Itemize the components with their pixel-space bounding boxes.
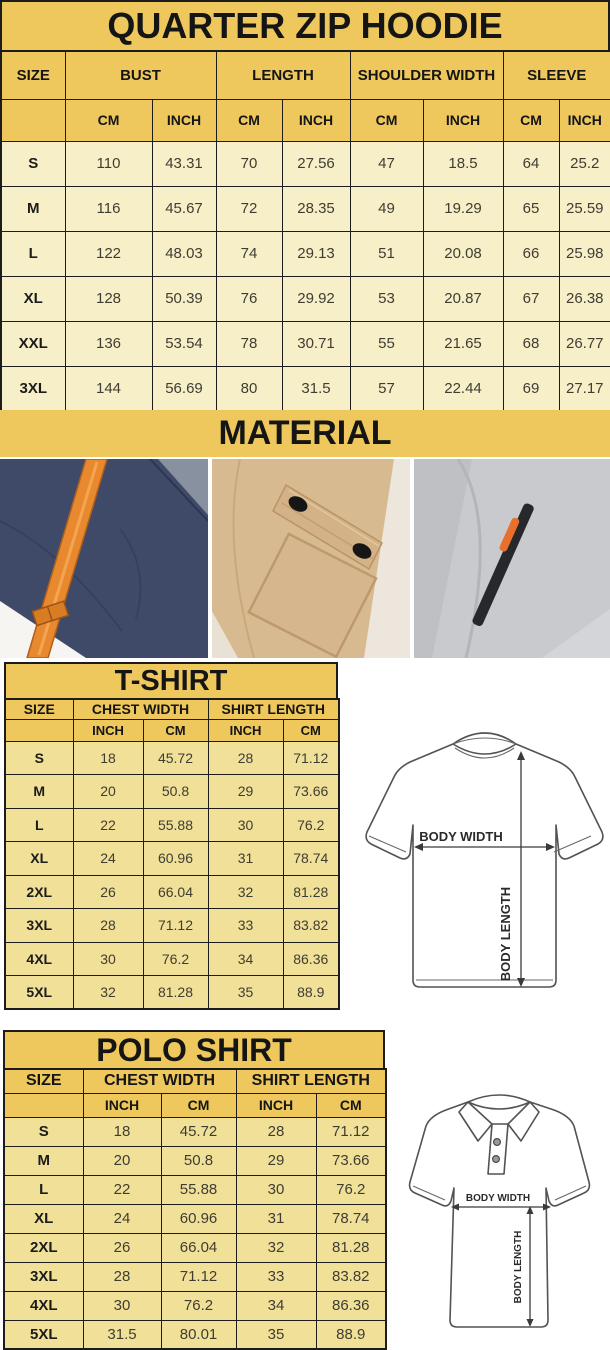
value-cell: 73.66 (316, 1146, 386, 1175)
value-cell: 68 (503, 321, 559, 366)
unit-header: INCH (73, 719, 143, 741)
polo-size-table (3, 1068, 387, 1350)
value-cell: 45.67 (152, 186, 216, 231)
value-cell: 83.82 (283, 909, 339, 943)
col-header-bust: BUST (65, 51, 216, 99)
unit-header: INCH (152, 99, 216, 141)
value-cell: 33 (208, 909, 283, 943)
col-header-chest-width: CHEST WIDTH (83, 1069, 236, 1093)
size-cell: XXL (1, 321, 65, 366)
polo-measurement-diagram (398, 1062, 608, 1348)
value-cell: 26 (73, 875, 143, 909)
value-cell: 55.88 (143, 808, 208, 842)
value-cell: 49 (350, 186, 423, 231)
value-cell: 33 (236, 1262, 316, 1291)
value-cell: 55 (350, 321, 423, 366)
unit-header: CM (216, 99, 282, 141)
polo-title: POLO SHIRT (3, 1030, 385, 1068)
size-cell: 5XL (5, 976, 73, 1010)
value-cell: 81.28 (283, 875, 339, 909)
col-header-sleeve: SLEEVE (503, 51, 610, 99)
value-cell: 72 (216, 186, 282, 231)
value-cell: 47 (350, 141, 423, 186)
size-cell: XL (5, 842, 73, 876)
table-row (1, 186, 610, 231)
table-row (4, 1233, 386, 1262)
material-title: MATERIAL (0, 410, 610, 457)
value-cell: 35 (208, 976, 283, 1010)
table-row (4, 1117, 386, 1146)
col-header-size: SIZE (4, 1069, 83, 1093)
table-row (5, 808, 339, 842)
value-cell: 29 (236, 1146, 316, 1175)
empty-cell (1, 99, 65, 141)
value-cell: 48.03 (152, 231, 216, 276)
value-cell: 26.77 (559, 321, 610, 366)
tshirt-size-rows (5, 741, 339, 1009)
value-cell: 25.59 (559, 186, 610, 231)
unit-header: CM (503, 99, 559, 141)
value-cell: 31 (236, 1204, 316, 1233)
value-cell: 30 (236, 1175, 316, 1204)
value-cell: 20 (73, 775, 143, 809)
value-cell: 21.65 (423, 321, 503, 366)
material-photo-khaki-pocket (212, 459, 410, 658)
value-cell: 74 (216, 231, 282, 276)
size-cell: L (5, 808, 73, 842)
unit-header: CM (283, 719, 339, 741)
value-cell: 83.82 (316, 1262, 386, 1291)
unit-header: CM (143, 719, 208, 741)
col-header-length: LENGTH (216, 51, 350, 99)
size-cell: XL (1, 276, 65, 321)
value-cell: 71.12 (316, 1117, 386, 1146)
value-cell: 71.12 (283, 741, 339, 775)
value-cell: 78.74 (316, 1204, 386, 1233)
col-header-size: SIZE (5, 699, 73, 719)
table-row (5, 842, 339, 876)
value-cell: 27.56 (282, 141, 350, 186)
unit-header: CM (65, 99, 152, 141)
size-cell: M (4, 1146, 83, 1175)
value-cell: 28 (73, 909, 143, 943)
value-cell: 31.5 (282, 366, 350, 411)
col-header-chest-width: CHEST WIDTH (73, 699, 208, 719)
size-cell: 3XL (4, 1262, 83, 1291)
unit-header: INCH (282, 99, 350, 141)
table-row (5, 775, 339, 809)
value-cell: 26 (83, 1233, 161, 1262)
table-row (4, 1320, 386, 1349)
value-cell: 50.8 (161, 1146, 236, 1175)
value-cell: 64 (503, 141, 559, 186)
value-cell: 86.36 (316, 1291, 386, 1320)
value-cell: 56.69 (152, 366, 216, 411)
table-row (5, 875, 339, 909)
empty-cell (5, 719, 73, 741)
value-cell: 32 (236, 1233, 316, 1262)
value-cell: 86.36 (283, 942, 339, 976)
value-cell: 22.44 (423, 366, 503, 411)
value-cell: 53.54 (152, 321, 216, 366)
table-row (1, 141, 610, 186)
size-cell: S (4, 1117, 83, 1146)
body-width-label: BODY WIDTH (465, 1193, 531, 1204)
tshirt-header-units (5, 719, 339, 741)
value-cell: 18 (83, 1117, 161, 1146)
value-cell: 71.12 (161, 1262, 236, 1291)
size-cell: 2XL (4, 1233, 83, 1262)
polo-size-section (3, 1030, 385, 1350)
value-cell: 30.71 (282, 321, 350, 366)
value-cell: 29 (208, 775, 283, 809)
value-cell: 76.2 (283, 808, 339, 842)
value-cell: 28.35 (282, 186, 350, 231)
unit-header: INCH (208, 719, 283, 741)
size-cell: 5XL (4, 1320, 83, 1349)
size-cell: S (1, 141, 65, 186)
value-cell: 24 (83, 1204, 161, 1233)
value-cell: 50.39 (152, 276, 216, 321)
unit-header: INCH (236, 1093, 316, 1117)
value-cell: 66 (503, 231, 559, 276)
size-cell: XL (4, 1204, 83, 1233)
value-cell: 19.29 (423, 186, 503, 231)
tshirt-header-groups (5, 699, 339, 719)
value-cell: 35 (236, 1320, 316, 1349)
value-cell: 28 (83, 1262, 161, 1291)
value-cell: 69 (503, 366, 559, 411)
hoodie-header-groups (1, 51, 610, 99)
size-cell: M (1, 186, 65, 231)
unit-header: INCH (559, 99, 610, 141)
size-cell: M (5, 775, 73, 809)
value-cell: 20.08 (423, 231, 503, 276)
value-cell: 28 (236, 1117, 316, 1146)
value-cell: 45.72 (161, 1117, 236, 1146)
value-cell: 88.9 (316, 1320, 386, 1349)
value-cell: 78.74 (283, 842, 339, 876)
hoodie-size-rows (1, 141, 610, 411)
value-cell: 25.2 (559, 141, 610, 186)
material-photo-navy-drawstring (0, 459, 208, 658)
unit-header: INCH (423, 99, 503, 141)
value-cell: 88.9 (283, 976, 339, 1010)
hoodie-title: QUARTER ZIP HOODIE (0, 0, 610, 50)
material-photo-strip (0, 457, 610, 658)
value-cell: 110 (65, 141, 152, 186)
polo-header-groups (4, 1069, 386, 1093)
table-row (1, 321, 610, 366)
hoodie-size-table (0, 50, 610, 412)
table-row (4, 1204, 386, 1233)
size-cell: 3XL (1, 366, 65, 411)
size-cell: 4XL (4, 1291, 83, 1320)
value-cell: 32 (73, 976, 143, 1010)
value-cell: 80.01 (161, 1320, 236, 1349)
table-row (5, 909, 339, 943)
table-row (4, 1262, 386, 1291)
size-cell: S (5, 741, 73, 775)
tshirt-size-table (4, 698, 340, 1010)
value-cell: 70 (216, 141, 282, 186)
value-cell: 22 (83, 1175, 161, 1204)
value-cell: 71.12 (143, 909, 208, 943)
value-cell: 29.92 (282, 276, 350, 321)
value-cell: 116 (65, 186, 152, 231)
unit-header: CM (161, 1093, 236, 1117)
value-cell: 24 (73, 842, 143, 876)
value-cell: 76.2 (316, 1175, 386, 1204)
value-cell: 73.66 (283, 775, 339, 809)
value-cell: 22 (73, 808, 143, 842)
value-cell: 20.87 (423, 276, 503, 321)
unit-header: CM (350, 99, 423, 141)
value-cell: 18.5 (423, 141, 503, 186)
table-row (5, 942, 339, 976)
value-cell: 25.98 (559, 231, 610, 276)
value-cell: 66.04 (143, 875, 208, 909)
table-row (4, 1291, 386, 1320)
value-cell: 18 (73, 741, 143, 775)
value-cell: 78 (216, 321, 282, 366)
col-header-shirt-length: SHIRT LENGTH (236, 1069, 386, 1093)
table-row (1, 276, 610, 321)
value-cell: 27.17 (559, 366, 610, 411)
unit-header: CM (316, 1093, 386, 1117)
value-cell: 30 (73, 942, 143, 976)
value-cell: 26.38 (559, 276, 610, 321)
value-cell: 28 (208, 741, 283, 775)
value-cell: 76.2 (143, 942, 208, 976)
body-length-label: BODY LENGTH (498, 886, 513, 982)
value-cell: 43.31 (152, 141, 216, 186)
col-header-size: SIZE (1, 51, 65, 99)
col-header-shoulder-width: SHOULDER WIDTH (350, 51, 503, 99)
table-row (4, 1146, 386, 1175)
table-row (1, 366, 610, 411)
value-cell: 51 (350, 231, 423, 276)
polo-size-rows (4, 1117, 386, 1349)
value-cell: 30 (208, 808, 283, 842)
value-cell: 66.04 (161, 1233, 236, 1262)
value-cell: 60.96 (143, 842, 208, 876)
col-header-shirt-length: SHIRT LENGTH (208, 699, 339, 719)
table-row (5, 976, 339, 1010)
value-cell: 81.28 (316, 1233, 386, 1262)
value-cell: 57 (350, 366, 423, 411)
value-cell: 29.13 (282, 231, 350, 276)
value-cell: 76.2 (161, 1291, 236, 1320)
value-cell: 30 (83, 1291, 161, 1320)
size-cell: 4XL (5, 942, 73, 976)
tshirt-title: T-SHIRT (4, 662, 338, 698)
tshirt-size-section (4, 662, 338, 1010)
value-cell: 20 (83, 1146, 161, 1175)
table-row (5, 741, 339, 775)
polo-header-units (4, 1093, 386, 1117)
value-cell: 45.72 (143, 741, 208, 775)
value-cell: 53 (350, 276, 423, 321)
value-cell: 136 (65, 321, 152, 366)
value-cell: 34 (236, 1291, 316, 1320)
value-cell: 144 (65, 366, 152, 411)
size-cell: 3XL (5, 909, 73, 943)
value-cell: 55.88 (161, 1175, 236, 1204)
body-length-label: BODY LENGTH (513, 1230, 524, 1304)
size-cell: L (1, 231, 65, 276)
size-cell: 2XL (5, 875, 73, 909)
value-cell: 34 (208, 942, 283, 976)
value-cell: 65 (503, 186, 559, 231)
value-cell: 31.5 (83, 1320, 161, 1349)
size-cell: L (4, 1175, 83, 1204)
value-cell: 122 (65, 231, 152, 276)
value-cell: 60.96 (161, 1204, 236, 1233)
value-cell: 50.8 (143, 775, 208, 809)
body-width-label: BODY WIDTH (419, 829, 503, 844)
value-cell: 31 (208, 842, 283, 876)
material-photo-gray-zip (414, 459, 610, 658)
tshirt-measurement-diagram (352, 692, 608, 1014)
value-cell: 128 (65, 276, 152, 321)
unit-header: INCH (83, 1093, 161, 1117)
value-cell: 67 (503, 276, 559, 321)
value-cell: 32 (208, 875, 283, 909)
hoodie-header-units (1, 99, 610, 141)
hoodie-size-section (0, 0, 610, 412)
empty-cell (4, 1093, 83, 1117)
table-row (4, 1175, 386, 1204)
table-row (1, 231, 610, 276)
value-cell: 81.28 (143, 976, 208, 1010)
value-cell: 80 (216, 366, 282, 411)
value-cell: 76 (216, 276, 282, 321)
